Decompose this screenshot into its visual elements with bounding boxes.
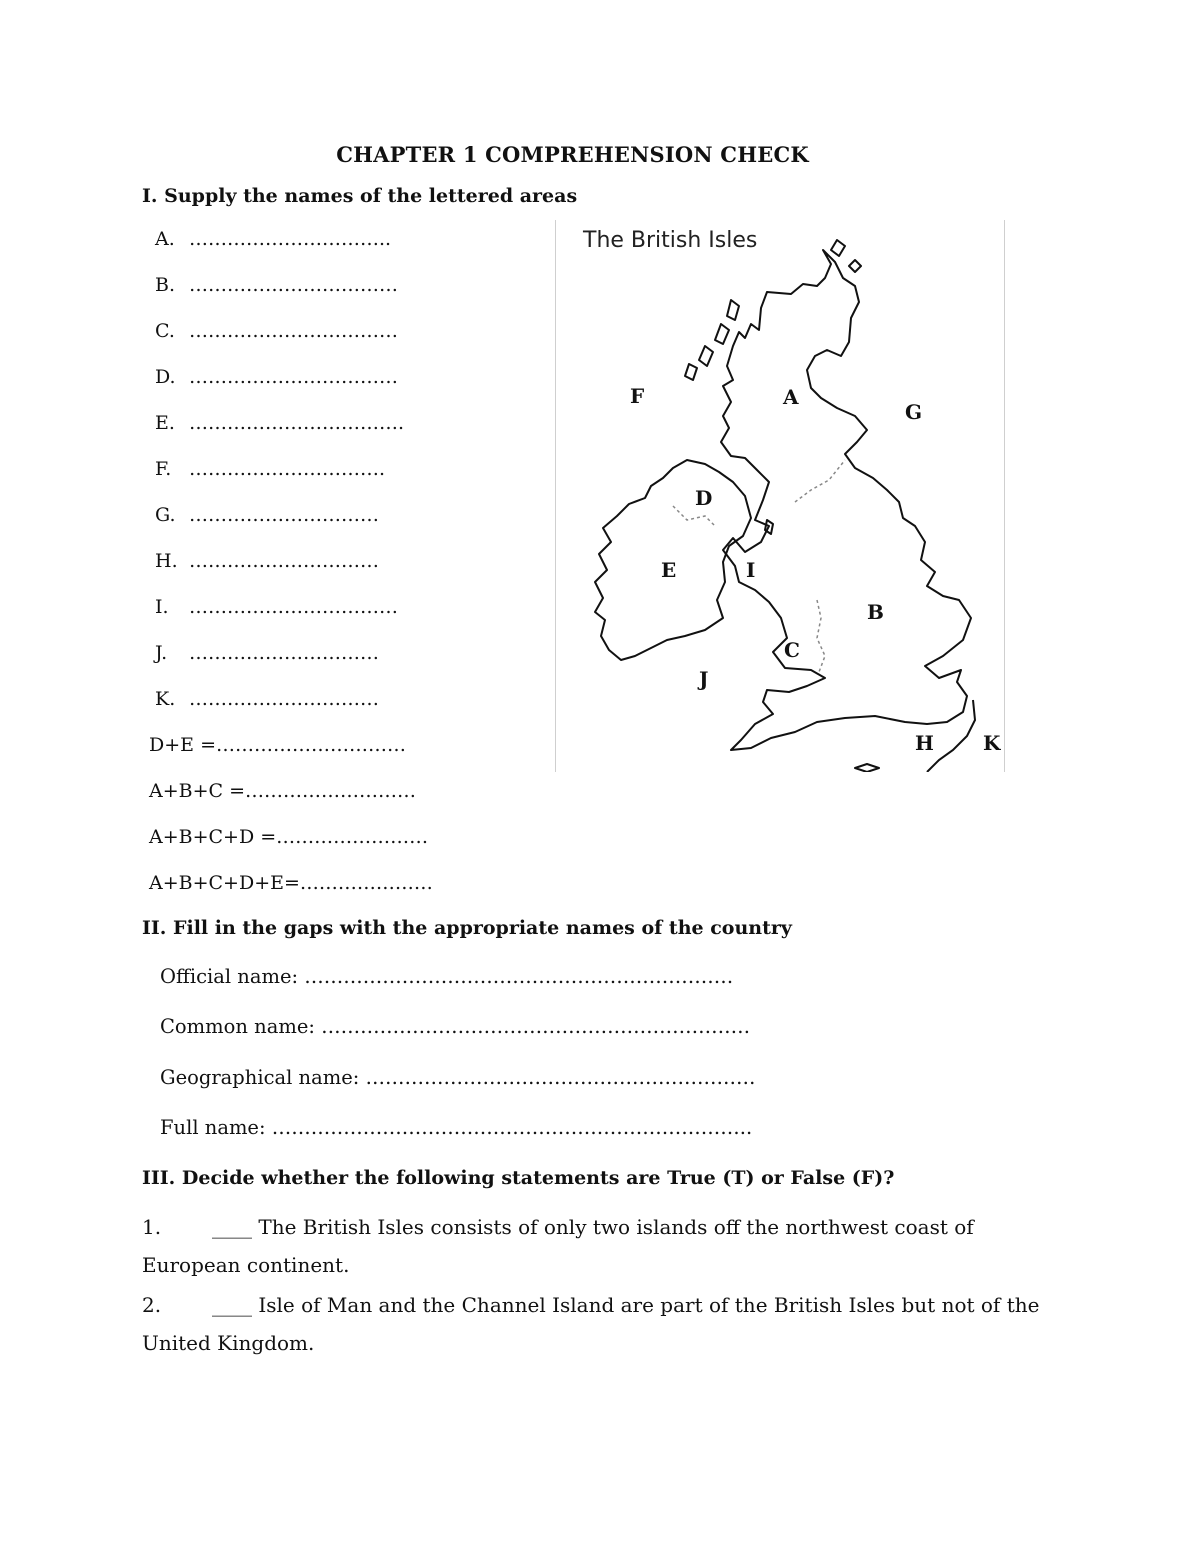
answer-label: F. [155, 458, 172, 480]
isle-of-wight-outline [855, 764, 879, 772]
answer-line-g[interactable] [155, 504, 379, 526]
answer-blank[interactable]: …………………………… [189, 320, 398, 342]
answer-line-i[interactable] [155, 596, 398, 618]
answer-label: G. [155, 504, 176, 526]
answer-blank[interactable]: …………………………. [189, 458, 386, 480]
statement-1[interactable] [142, 1208, 1062, 1284]
answer-label: K. [155, 688, 176, 710]
channel-islands-outline [927, 700, 975, 772]
page-title: CHAPTER 1 COMPREHENSION CHECK [336, 142, 809, 167]
map-label-f: F [630, 384, 645, 408]
map-outline [555, 220, 1005, 772]
map-label-a: A [783, 385, 799, 409]
answer-blank[interactable]: …………………………… [189, 366, 398, 388]
statement-2[interactable] [142, 1286, 1062, 1362]
map-label-j: J [699, 667, 709, 691]
section-3-heading: III. Decide whether the following statements are True (T) or False (F)? [142, 1167, 895, 1189]
hebrides-outline [685, 300, 739, 380]
answer-blank[interactable]: ………………………… [189, 642, 379, 664]
map-label-b: B [867, 600, 884, 624]
scotland-england-border [795, 460, 845, 502]
answer-line-f[interactable] [155, 458, 385, 480]
answer-line-k[interactable] [155, 688, 379, 710]
map-label-e: E [661, 558, 677, 582]
answer-label: H. [155, 550, 178, 572]
statement-text: ____ The British Isles consists of only two islands off the northwest coast of European continent. [142, 1215, 974, 1277]
statement-number: 1. [142, 1215, 162, 1239]
map-title: The British Isles [583, 228, 758, 253]
common-name-field[interactable]: Common name: ………………………………………………………… [160, 1015, 751, 1038]
statement-number: 2. [142, 1293, 162, 1317]
map-label-h: H [915, 731, 934, 755]
section-1-heading: I. Supply the names of the lettered areas [142, 185, 578, 207]
answer-line-e[interactable] [155, 412, 404, 434]
official-name-field[interactable]: Official name: ………………………………………………………… [160, 965, 734, 988]
answer-line-d[interactable] [155, 366, 398, 388]
answer-line-h[interactable] [155, 550, 379, 572]
answer-blank[interactable]: ………………………….. [189, 228, 392, 250]
map-label-c: C [784, 638, 800, 662]
answer-line-b[interactable] [155, 274, 398, 296]
british-isles-map [555, 220, 1005, 772]
formula-line[interactable]: A+B+C+D+E=………………… [149, 872, 433, 894]
answer-line-a[interactable] [155, 228, 391, 250]
answer-label: J. [155, 642, 168, 664]
answer-blank[interactable]: ……………………………. [189, 412, 405, 434]
formula-line[interactable]: A+B+C =……………………… [149, 780, 417, 802]
answer-label: E. [155, 412, 175, 434]
map-label-i: I [746, 558, 756, 582]
formula-line[interactable]: D+E =………………………… [149, 734, 406, 756]
answer-blank[interactable]: ………………………… [189, 550, 379, 572]
answer-blank[interactable]: …………………………… [189, 274, 398, 296]
map-label-k: K [983, 731, 1001, 755]
map-label-g: G [905, 400, 923, 424]
northern-islands-outline [831, 240, 861, 272]
map-label-d: D [695, 486, 713, 510]
answer-line-c[interactable] [155, 320, 398, 342]
answer-label: C. [155, 320, 175, 342]
statement-text: ____ Isle of Man and the Channel Island are part of the British Isles but not of the United Kingdom. [142, 1293, 1040, 1355]
great-britain-outline [721, 250, 971, 750]
answer-label: I. [155, 596, 169, 618]
answer-line-j[interactable] [155, 642, 379, 664]
formula-line[interactable]: A+B+C+D =…………………… [149, 826, 429, 848]
answer-label: B. [155, 274, 176, 296]
answer-label: A. [155, 228, 175, 250]
answer-label: D. [155, 366, 176, 388]
full-name-field[interactable]: Full name: ……………………………………………………………….. [160, 1116, 753, 1139]
answer-blank[interactable]: …………………………… [189, 596, 398, 618]
section-2-heading: II. Fill in the gaps with the appropriate names of the country [142, 917, 792, 939]
answer-blank[interactable]: ………………………… [189, 688, 379, 710]
answer-blank[interactable]: ………………………… [189, 504, 379, 526]
geographical-name-field[interactable]: Geographical name: …………………………………………………… [160, 1066, 756, 1089]
wales-border [817, 600, 825, 672]
